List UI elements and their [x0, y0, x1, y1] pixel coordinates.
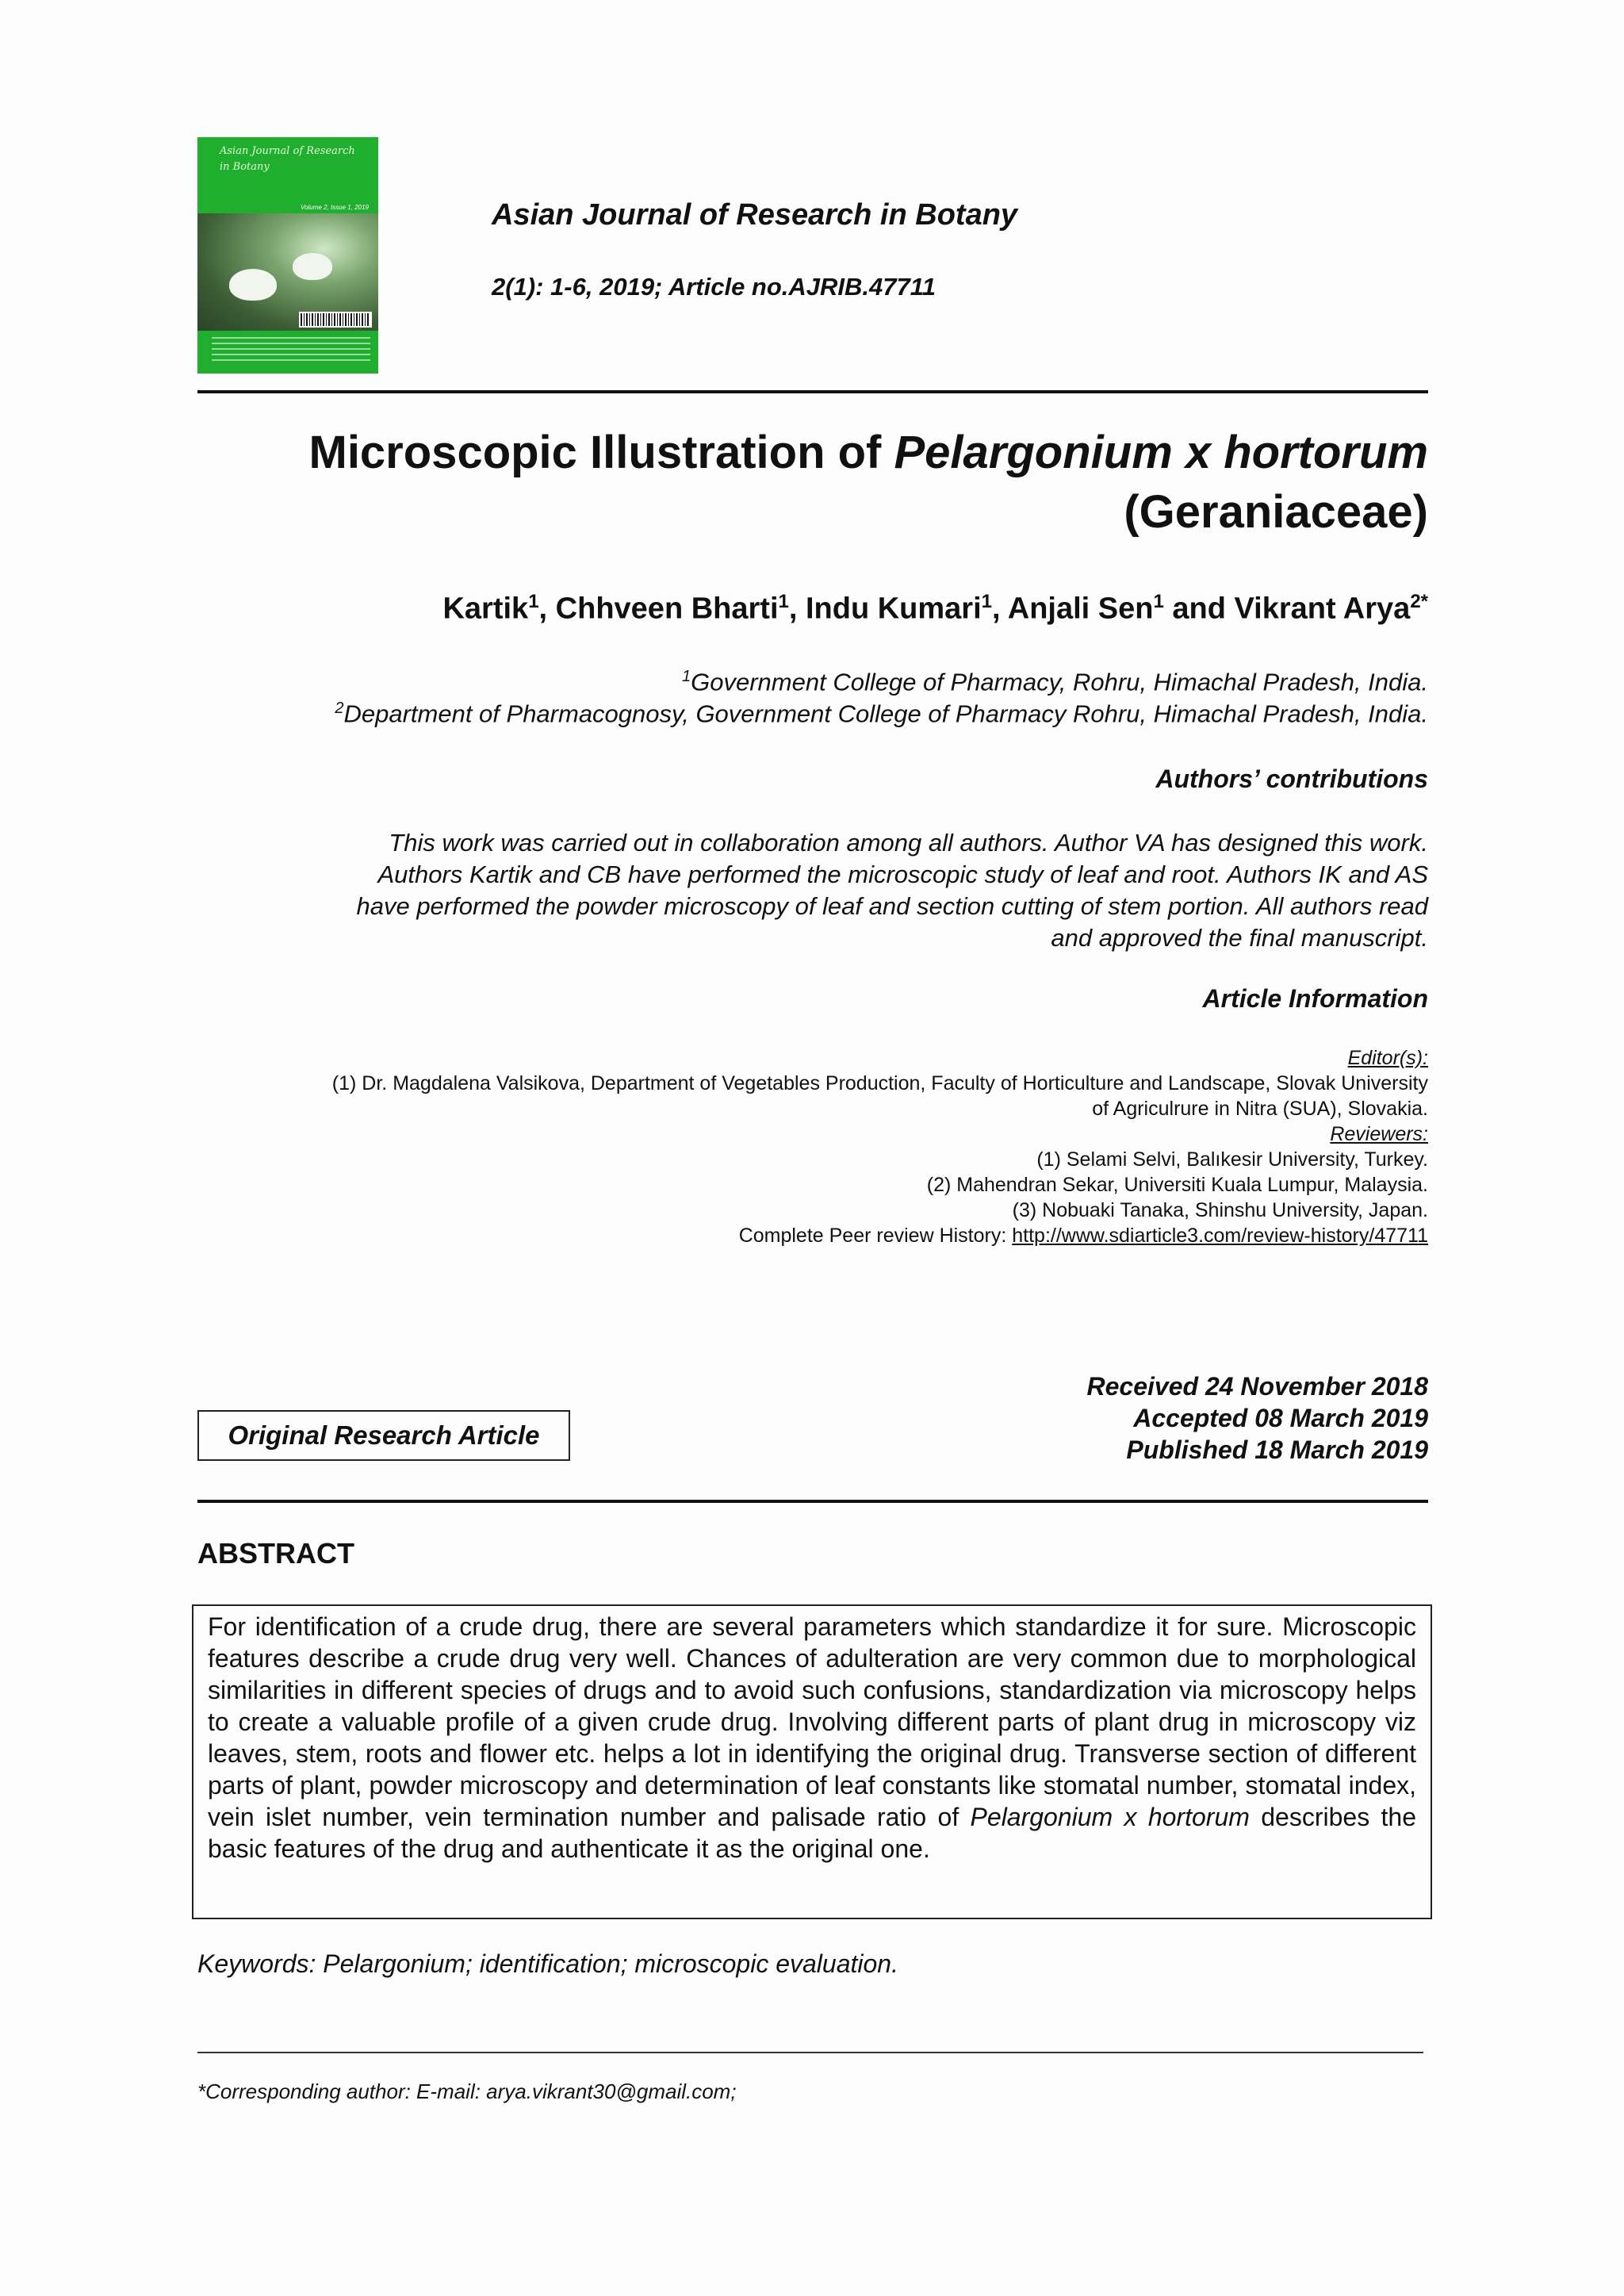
- received-date: Received 24 November 2018: [1086, 1372, 1428, 1401]
- author-separator: ,: [992, 592, 1008, 626]
- article-type-box: Original Research Article: [197, 1410, 570, 1461]
- contributions-heading: Authors’ contributions: [1155, 765, 1428, 793]
- reviewer-line: (3) Nobuaki Tanaka, Shinshu University, Japan.: [1012, 1199, 1428, 1221]
- author-name: Vikrant Arya: [1234, 592, 1411, 626]
- author-affiliation-mark: 1: [528, 591, 539, 612]
- editor-line: (1) Dr. Magdalena Valsikova, Department of Vegetables Production, Faculty of Horticulture and Landscape, Slovak University: [331, 1072, 1428, 1094]
- author-separator: and: [1163, 592, 1235, 626]
- editor-line: of Agriculrure in Nitra (SUA), Slovakia.: [1092, 1098, 1428, 1120]
- title-species: Pelargonium x hortorum: [894, 427, 1428, 478]
- article-title: [120, 423, 1428, 542]
- peer-review-history: Complete Peer review History: http://www.sdiarticle3.com/review-history/47711: [738, 1225, 1428, 1247]
- author-separator: ,: [538, 592, 556, 626]
- cover-title: Asian Journal of Research in Botany: [220, 145, 355, 173]
- author-name: Anjali Sen: [1007, 592, 1154, 626]
- author-affiliation-mark: 1: [981, 591, 993, 612]
- article-info-heading: Article Information: [1202, 984, 1428, 1013]
- title-family: (Geraniaceae): [1124, 486, 1428, 538]
- contributions-text: This work was carried out in collaboration among all authors. Author VA has designed this work. Authors Kartik and CB have performed the microscopic study of leaf and root. Authors IK and AS have performed the powder microscopy of leaf and section cutting of stem portion. All authors read and approved the final manuscript.: [356, 829, 1428, 952]
- accepted-date: Accepted 08 March 2019: [1133, 1404, 1428, 1432]
- author-separator: ,: [788, 592, 806, 626]
- journal-citation: 2(1): 1-6, 2019; Article no.AJRIB.47711: [492, 273, 936, 301]
- author-name: Indu Kumari: [805, 592, 982, 626]
- journal-cover-image: [197, 137, 378, 374]
- header-divider: [197, 390, 1428, 393]
- author-name: Kartik: [442, 592, 529, 626]
- abstract-text: For identification of a crude drug, there are several parameters which standardize it for sure. Microscopic features describe a crude drug very well. Chances of adulteration are very common due to morphological similarities in different species of drugs and to avoid such confusions, standardization via microscopy helps to create a valuable profile of a given crude drug. Involving different parts of plant drug in microscopy viz leaves, stem, roots and flower etc. helps a lot in identifying the original drug. Transverse section of different parts of plant, powder microscopy and determination of leaf constants like stomatal number, stomatal index, vein islet number, vein termination number and palisade ratio of Pelargonium x hortorum describes the basic features of the drug and authenticate it as the original one.: [208, 1612, 1416, 1863]
- review-history-link[interactable]: http://www.sdiarticle3.com/review-history/47711: [1012, 1225, 1428, 1247]
- title-text: Microscopic Illustration of: [308, 427, 894, 478]
- article-dates: [1087, 1370, 1428, 1466]
- affiliation-1: $^1$Government College of Pharmacy, Rohru, Himachal Pradesh, India.: [682, 668, 1428, 696]
- journal-name: Asian Journal of Research in Botany: [492, 198, 1018, 232]
- footnote-divider: [197, 2052, 1423, 2053]
- affiliation-2: $^2$Department of Pharmacognosy, Government College of Pharmacy Rohru, Himachal Pradesh, India.: [335, 700, 1428, 728]
- author-affiliation-mark: 1: [778, 591, 789, 612]
- keywords: Keywords: Pelargonium; identification; microscopic evaluation.: [197, 1949, 898, 1978]
- corresponding-author: *Corresponding author: E-mail: arya.vikrant30@gmail.com;: [197, 2079, 737, 2103]
- published-date: Published 18 March 2019: [1126, 1435, 1428, 1464]
- cover-volume: Volume 2, Issue 1, 2019: [301, 204, 369, 211]
- abstract-heading: ABSTRACT: [197, 1537, 354, 1570]
- abstract-box: [192, 1604, 1432, 1919]
- flower-shape: [293, 253, 332, 280]
- section-divider: [197, 1500, 1428, 1503]
- reviewer-line: (1) Selami Selvi, Balıkesir University, Turkey.: [1036, 1148, 1428, 1171]
- author-name: Chhveen Bharti: [555, 592, 779, 626]
- article-info-block: [332, 1045, 1428, 1248]
- cover-info-lines: [212, 337, 370, 364]
- reviewer-line: (2) Mahendran Sekar, Universiti Kuala Lumpur, Malaysia.: [926, 1174, 1428, 1196]
- author-affiliation-mark: 1: [1153, 591, 1164, 612]
- author-affiliation-mark: 2*: [1410, 591, 1428, 612]
- reviewers-label: Reviewers:: [1330, 1123, 1428, 1145]
- editors-label: Editor(s):: [1347, 1047, 1428, 1069]
- flower-shape: [229, 269, 277, 301]
- author-list: [442, 591, 1428, 627]
- barcode-icon: [299, 312, 372, 328]
